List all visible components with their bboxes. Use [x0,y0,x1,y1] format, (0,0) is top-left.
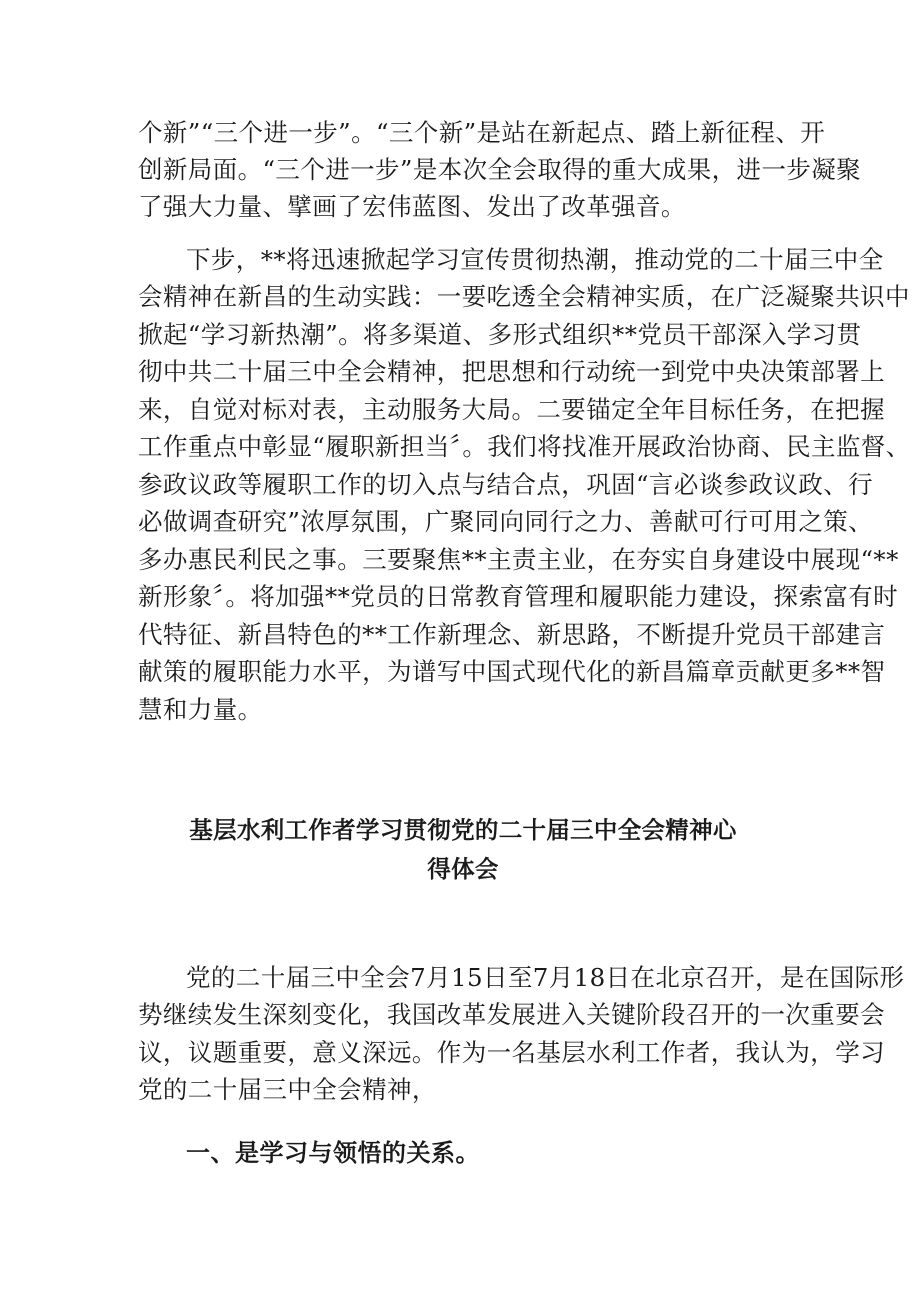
paragraph-line: 来，自觉对标对表，主动服务大局。二要锚定全年目标任务，在把握 [138,395,885,424]
section-heading: 一、是学习与领悟的关系。 [186,1139,480,1167]
paragraph-line: 彻中共二十届三中全会精神，把思想和行动统一到党中央决策部署上 [138,357,885,386]
paragraph-line: 势继续发生深刻变化，我国改革发展进入关键阶段召开的一次重要会 [138,1000,885,1029]
paragraph-line: 献策的履职能力水平，为谱写中国式现代化的新昌篇章贡献更多**智 [138,657,886,686]
paragraph-line: 党的二十届三中全会7月15日至7月18日在北京召开，是在国际形 [186,963,905,992]
paragraph-line: 掀起“学习新热潮”。将多渠道、多形式组织**党员干部深入学习贯 [138,320,862,349]
article-title-line-2: 得体会 [427,855,499,883]
paragraph-line: 下步，**将迅速掀起学习宣传贯彻热潮，推动党的二十届三中全 [186,245,884,274]
paragraph-line: 创新局面。“三个进一步”是本次全会取得的重大成果，进一步凝聚 [138,155,862,184]
paragraph-line: 新形象〞。将加强**党员的日常教育管理和履职能力建设，探索富有时 [138,582,899,611]
paragraph-line: 了强大力量、擘画了宏伟蓝图、发出了改革强音。 [138,192,686,221]
paragraph-line: 议，议题重要，意义深远。作为一名基层水利工作者，我认为，学习 [138,1038,885,1067]
paragraph-line: 会精神在新昌的生动实践：一要吃透全会精神实质，在广泛凝聚共识中 [138,282,910,311]
paragraph-line: 必做调查研究”浓厚氛围，广聚同向同行之力、善献可行可用之策、 [138,507,874,536]
paragraph-line: 慧和力量。 [138,695,263,724]
paragraph-line: 代特征、新昌特色的**工作新理念、新思路，不断提升党员干部建言 [138,620,886,649]
paragraph-line: 党的二十届三中全会精神， [138,1075,437,1104]
paragraph-line: 多办惠民利民之事。三要聚焦**主责主业，在夯实自身建设中展现“** [138,545,899,574]
paragraph-line: 参政议政等履职工作的切入点与结合点，巩固“言必谈参政议政、行 [138,470,874,499]
paragraph-line: 个新”“三个进一步”。“三个新”是站在新起点、踏上新征程、开 [138,118,826,147]
article-title-line-1: 基层水利工作者学习贯彻党的二十届三中全会精神心 [189,816,737,844]
paragraph-line: 工作重点中彰显“履职新担当〞。我们将找准开展政治协商、民主监督、 [138,432,911,461]
